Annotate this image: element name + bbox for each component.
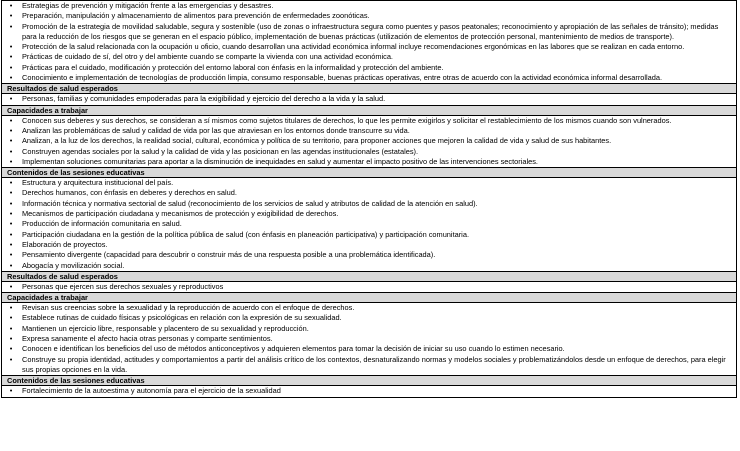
list-item xyxy=(2,313,736,323)
list-item-text: Personas que ejercen sus derechos sexuales y reproductivos xyxy=(22,281,224,291)
bullet-icon: • xyxy=(9,11,13,21)
list-item xyxy=(2,94,736,104)
bullet-list xyxy=(2,1,736,83)
list-item xyxy=(2,52,736,62)
bullet-icon: • xyxy=(9,188,13,198)
list-item xyxy=(2,178,736,188)
list-item-text: Expresa sanamente el afecto hacia otras personas y comparte sentimientos. xyxy=(22,334,273,344)
list-item xyxy=(2,386,736,396)
list-item-text: Participación ciudadana en la gestión de la política pública de salud (con énfasis en planeación participativa) y participación comunitaria. xyxy=(22,229,469,239)
bullet-icon: • xyxy=(9,62,13,72)
document-table xyxy=(1,0,737,398)
section-header: Contenidos de las sesiones educativas xyxy=(2,167,736,177)
list-item xyxy=(2,261,736,271)
list-item xyxy=(2,73,736,83)
bullet-icon: • xyxy=(9,146,13,156)
bullet-icon: • xyxy=(9,125,13,135)
list-item xyxy=(2,63,736,73)
list-item xyxy=(2,344,736,354)
list-item-text: Protección de la salud relacionada con la ocupación u oficio, cuando desarrollan una actividad económica informal incluye recomendaciones ergonómicas en las labores que se realizan en cada entorno. xyxy=(22,42,685,52)
list-item-text: Mantienen un ejercicio libre, responsable y placentero de su sexualidad y reproducción. xyxy=(22,323,309,333)
list-item-text: Prácticas para el cuidado, modificación y protección del entorno laboral con énfasis en la informalidad y protección del ambiente. xyxy=(22,62,444,72)
bullet-icon: • xyxy=(9,94,13,104)
list-item xyxy=(2,136,736,146)
bullet-icon: • xyxy=(9,303,13,313)
list-item-text: Personas, familias y comunidades empoderadas para la exigibilidad y ejercicio del derecho a la vida y la salud. xyxy=(22,94,386,104)
list-item xyxy=(2,240,736,250)
list-item xyxy=(2,334,736,344)
list-item xyxy=(2,230,736,240)
bullet-list xyxy=(2,115,736,167)
bullet-list xyxy=(2,302,736,375)
list-item xyxy=(2,303,736,313)
list-item-text: Elaboración de proyectos. xyxy=(22,239,108,249)
list-item-text: Mecanismos de participación ciudadana y mecanismos de protección y exigibilidad de derechos. xyxy=(22,209,339,219)
bullet-list xyxy=(2,177,736,271)
list-item-text: Estructura y arquitectura institucional del país. xyxy=(22,178,174,188)
list-item xyxy=(2,116,736,126)
bullet-icon: • xyxy=(9,386,13,396)
list-item-text: Derechos humanos, con énfasis en deberes y derechos en salud. xyxy=(22,188,237,198)
bullet-icon: • xyxy=(9,178,13,188)
list-item xyxy=(2,157,736,167)
bullet-icon: • xyxy=(9,313,13,323)
list-item xyxy=(2,219,736,229)
list-item xyxy=(2,282,736,292)
bullet-icon: • xyxy=(9,323,13,333)
bullet-list xyxy=(2,385,736,396)
list-item-text: Pensamiento divergente (capacidad para descubrir o construir más de una respuesta posible a una problemática identificada). xyxy=(22,250,436,260)
bullet-icon: • xyxy=(9,1,13,10)
list-item xyxy=(2,22,736,43)
list-item xyxy=(2,126,736,136)
bullet-icon: • xyxy=(9,229,13,239)
section-header: Capacidades a trabajar xyxy=(2,292,736,302)
section-header: Resultados de salud esperados xyxy=(2,271,736,281)
list-item xyxy=(2,250,736,260)
list-item-text: Estrategias de prevención y mitigación frente a las emergencias y desastres. xyxy=(22,1,274,10)
bullet-icon: • xyxy=(9,354,13,364)
bullet-icon: • xyxy=(9,219,13,229)
list-item-text: Abogacía y movilización social. xyxy=(22,260,125,270)
list-item-text: Construyen agendas sociales por la salud y la calidad de vida y las posicionan en las agendas institucionales (estatales). xyxy=(22,146,419,156)
list-item-text: Analizan las problemáticas de salud y calidad de vida por las que atraviesan en los entornos donde transcurre su vida. xyxy=(22,125,410,135)
bullet-icon: • xyxy=(9,136,13,146)
bullet-icon: • xyxy=(9,334,13,344)
bullet-list xyxy=(2,281,736,292)
list-item-text: Conocimiento e implementación de tecnologías de producción limpia, consumo responsable, buenas prácticas operativas, entre otras de acuerdo con la actividad económica informal desarrollada. xyxy=(22,73,663,83)
bullet-icon: • xyxy=(9,239,13,249)
list-item-text: Producción de información comunitaria en salud. xyxy=(22,219,182,229)
bullet-icon: • xyxy=(9,115,13,125)
list-item xyxy=(2,1,736,11)
section-header: Capacidades a trabajar xyxy=(2,105,736,115)
bullet-icon: • xyxy=(9,198,13,208)
list-item xyxy=(2,42,736,52)
list-item-text: Prácticas de cuidado de sí, del otro y del ambiente cuando se comparte la vivienda con una actividad económica. xyxy=(22,52,393,62)
list-item-text: Revisan sus creencias sobre la sexualidad y la reproducción de acuerdo con el enfoque de derechos. xyxy=(22,303,355,313)
bullet-icon: • xyxy=(9,344,13,354)
bullet-list xyxy=(2,93,736,104)
list-item xyxy=(2,324,736,334)
list-item-text: Establece rutinas de cuidado físicas y psicológicas en relación con la expresión de su sexualidad. xyxy=(22,313,342,323)
list-item-text: Preparación, manipulación y almacenamiento de alimentos para prevención de enfermedades zoonóticas. xyxy=(22,11,370,21)
bullet-icon: • xyxy=(9,21,13,31)
section-header: Resultados de salud esperados xyxy=(2,83,736,93)
list-item xyxy=(2,209,736,219)
list-item xyxy=(2,11,736,21)
list-item-text: Analizan, a la luz de los derechos, la realidad social, cultural, económica y política de su territorio, para proponer acciones que mejoren la calidad de vida y salud de sus habitantes. xyxy=(22,136,612,146)
bullet-icon: • xyxy=(9,52,13,62)
section-header: Contenidos de las sesiones educativas xyxy=(2,375,736,385)
list-item xyxy=(2,355,736,376)
bullet-icon: • xyxy=(9,73,13,83)
list-item xyxy=(2,147,736,157)
bullet-icon: • xyxy=(9,42,13,52)
bullet-icon: • xyxy=(9,281,13,291)
bullet-icon: • xyxy=(9,209,13,219)
bullet-icon: • xyxy=(9,260,13,270)
list-item-text: Implementan soluciones comunitarias para aportar a la disminución de inequidades en salud y aumentar el impacto positivo de las intervenciones sectoriales. xyxy=(22,156,538,166)
list-item-text: Conocen sus deberes y sus derechos, se consideran a sí mismos como sujetos titulares de derechos, lo que les permite exigirlos y solicitar el restablecimiento de los mismos cuando son vulnerados. xyxy=(22,115,672,125)
list-item-text: Información técnica y normativa sectorial de salud (reconocimiento de los servicios de salud y atributos de calidad de la atención en salud). xyxy=(22,198,478,208)
list-item-text: Conocen e identifican los beneficios del uso de métodos anticonceptivos y adquieren elementos para tomar la decisión de iniciar su uso cuando lo estimen necesario. xyxy=(22,344,565,354)
list-item-text: Promoción de la estrategia de movilidad saludable, segura y sostenible (uso de zonas o infraestructura segura como puentes y pasos peatonales; reconocimiento y apropiación de las señales de tránsito); medidas para la reducción de los riesgos que se generan en el espacio público, implementación de buenas prácticas (utilización de elementos de protección personal, mantenimiento de medios de transporte). xyxy=(22,21,719,41)
bullet-icon: • xyxy=(9,156,13,166)
list-item xyxy=(2,188,736,198)
bullet-icon: • xyxy=(9,250,13,260)
list-item xyxy=(2,199,736,209)
list-item-text: Construye su propia identidad, actitudes y comportamientos a partir del análisis crítico de los contextos, desnaturalizando normas y modelos sociales y problematizándolos desde un enfoque de derechos, para elegir sus propias opciones en la vida. xyxy=(22,354,726,374)
list-item-text: Fortalecimiento de la autoestima y autonomía para el ejercicio de la sexualidad xyxy=(22,386,281,396)
